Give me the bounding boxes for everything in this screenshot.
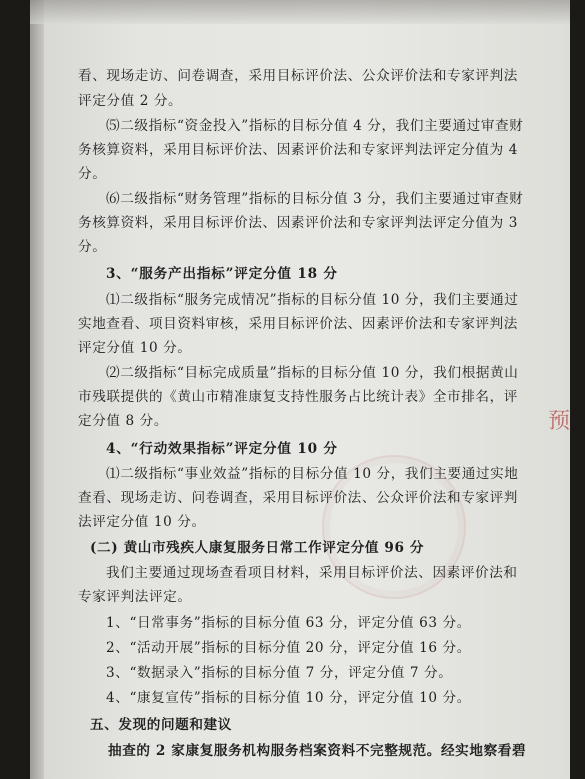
list-item: 3、“数据录入”指标的目标分值 7 分，评定分值 7 分。 (106, 665, 453, 681)
text-line: ⑹二级指标“财务管理”指标的目标分值 3 分，我们主要通过审查财 (106, 191, 524, 207)
list-item: 4、“康复宣传”指标的目标分值 10 分，评定分值 10 分。 (106, 690, 471, 706)
section-heading: 4、“行动效果指标”评定分值 10 分 (106, 441, 338, 457)
subsection-heading: (二) 黄山市残疾人康复服务日常工作评定分值 96 分 (90, 540, 425, 556)
document-page (30, 0, 570, 779)
list-item: 1、“日常事务”指标的目标分值 63 分，评定分值 63 分。 (106, 615, 471, 631)
list-item: 2、“活动开展”指标的目标分值 20 分，评定分值 16 分。 (106, 640, 471, 656)
text-line: ⑴二级指标“事业效益”指标的目标分值 10 分，我们主要通过实地 (106, 466, 519, 482)
text-line: 分。 (78, 239, 107, 255)
text-line: ⑸二级指标“资金投入”指标的目标分值 4 分，我们主要通过审查财 (106, 118, 524, 134)
page-binding-edge (30, 0, 44, 779)
text-line: 分。 (78, 166, 107, 182)
text-line: 定分值 8 分。 (78, 413, 169, 429)
page-top-shadow (30, 0, 570, 24)
chapter-heading: 五、发现的问题和建议 (90, 717, 232, 733)
text-line: 法评定分值 10 分。 (78, 514, 206, 530)
text-line: ⑴二级指标“服务完成情况”指标的目标分值 10 分，我们主要通过 (106, 292, 519, 308)
text-line: 实地查看、项目资料审核，采用目标评价法、因素评价法和专家评判法 (78, 316, 519, 332)
red-stamp-fragment: 预 (548, 409, 571, 434)
text-line: 查看、现场走访、问卷调查，采用目标评价法、公众评价法和专家评判 (78, 490, 519, 506)
text-line: 我们主要通过现场查看项目材料，采用目标评价法、因素评价法和 (106, 565, 518, 581)
text-line: 评定分值 2 分。 (78, 93, 183, 109)
text-line: 务核算资料，采用目标评价法、因素评价法和专家评判法评定分值为 3 (78, 215, 518, 231)
text-line: 看、现场走访、问卷调查，采用目标评价法、公众评价法和专家评判法 (78, 68, 519, 84)
text-line: 市残联提供的《黄山市精准康复支持性服务占比统计表》全市排名，评 (78, 389, 519, 405)
text-line: 专家评判法评定。 (78, 589, 192, 605)
text-line: 务核算资料，采用目标评价法、因素评价法和专家评判法评定分值为 4 (78, 142, 518, 158)
text-line: 抽查的 2 家康复服务机构服务档案资料不完整规范。经实地察看碧 (108, 743, 527, 759)
text-line: 评定分值 10 分。 (78, 340, 192, 356)
section-heading: 3、“服务产出指标”评定分值 18 分 (106, 266, 338, 282)
text-line: ⑵二级指标“目标完成质量”指标的目标分值 10 分，我们根据黄山 (106, 365, 519, 381)
